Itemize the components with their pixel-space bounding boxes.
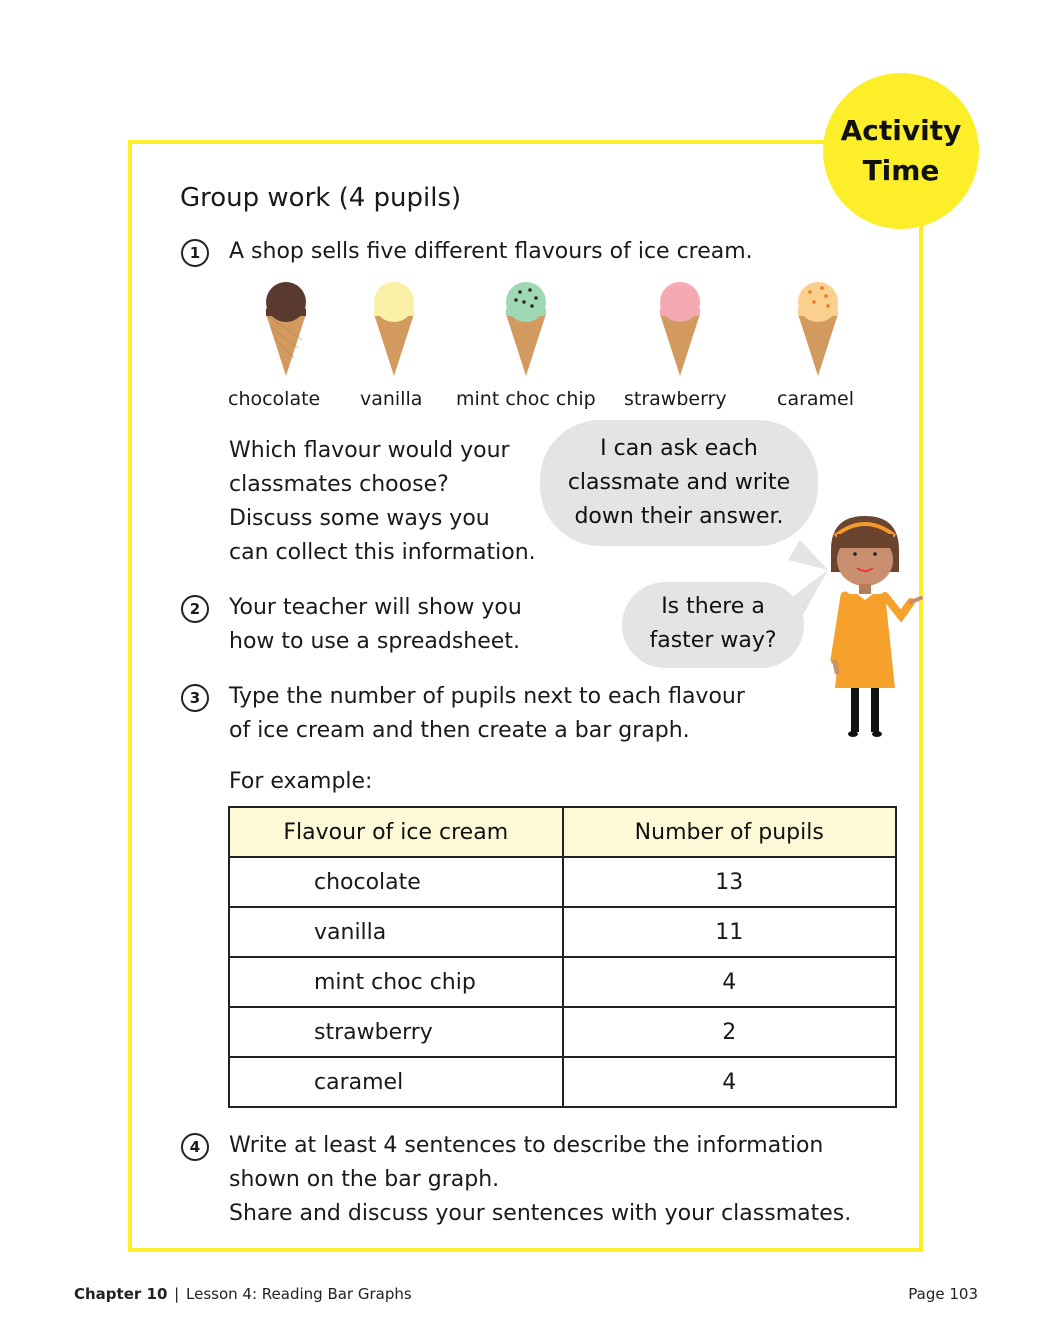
step-2-text <box>229 591 522 659</box>
table-row <box>229 857 896 907</box>
step-1-line: A shop sells five different flavours of ice cream. <box>229 239 753 264</box>
discussion-text <box>229 434 536 570</box>
flavour-label-strawberry: strawberry <box>624 388 727 410</box>
bubble-line: Is there a <box>661 594 765 619</box>
discussion-line: classmates choose? <box>229 472 449 497</box>
footer-divider: | <box>174 1285 180 1303</box>
footer-chapter: Chapter 10 <box>74 1285 168 1303</box>
column-header-flavour: Flavour of ice cream <box>229 807 563 857</box>
flavour-cell: vanilla <box>229 907 563 957</box>
step-3-line: Type the number of pupils next to each flavour <box>229 684 745 709</box>
step-2-number: 2 <box>181 595 209 623</box>
pupils-cell: 2 <box>563 1007 897 1057</box>
pupils-cell: 11 <box>563 907 897 957</box>
section-heading: Group work (4 pupils) <box>180 183 462 213</box>
pupils-cell: 13 <box>563 857 897 907</box>
table-row <box>229 1057 896 1107</box>
step-2-line: Your teacher will show you <box>229 595 522 620</box>
table-row <box>229 907 896 957</box>
badge-line-2: Time <box>862 154 940 187</box>
chocolate-cone-icon <box>256 280 316 380</box>
flavour-table <box>228 806 897 1108</box>
step-1-number: 1 <box>181 239 209 267</box>
speech-bubble-faster-way <box>622 582 804 668</box>
flavour-cell: mint choc chip <box>229 957 563 1007</box>
discussion-line: can collect this information. <box>229 540 536 565</box>
bubble-line: classmate and write <box>567 470 791 495</box>
speech-bubble-ask-classmates <box>540 420 818 546</box>
flavour-cell: caramel <box>229 1057 563 1107</box>
footer-page-number: Page 103 <box>908 1285 978 1303</box>
strawberry-cone-icon <box>650 280 710 380</box>
bubble-line: I can ask each <box>600 436 758 461</box>
step-4-text <box>229 1129 851 1231</box>
mint-choc-chip-cone-icon <box>496 280 556 380</box>
activity-time-badge <box>823 73 979 229</box>
step-3-number: 3 <box>181 684 209 712</box>
table-row <box>229 957 896 1007</box>
flavour-label-caramel: caramel <box>777 388 855 410</box>
vanilla-cone-icon <box>364 280 424 380</box>
table-header-row <box>229 807 896 857</box>
flavour-cell: strawberry <box>229 1007 563 1057</box>
step-4-line: Share and discuss your sentences with your classmates. <box>229 1201 852 1226</box>
flavour-label-mint-choc-chip: mint choc chip <box>456 388 596 410</box>
flavour-label-chocolate: chocolate <box>228 388 321 410</box>
step-1-text <box>229 235 753 269</box>
pupils-cell: 4 <box>563 957 897 1007</box>
girl-character-icon <box>815 510 925 740</box>
footer-lesson: Lesson 4: Reading Bar Graphs <box>186 1285 412 1303</box>
caramel-cone-icon <box>788 280 848 380</box>
flavour-cell: chocolate <box>229 857 563 907</box>
flavour-label-vanilla: vanilla <box>360 388 423 410</box>
footer-breadcrumb <box>74 1285 412 1303</box>
step-4-line: Write at least 4 sentences to describe the information <box>229 1133 824 1158</box>
pupils-cell: 4 <box>563 1057 897 1107</box>
discussion-line: Discuss some ways you <box>229 506 490 531</box>
column-header-pupils: Number of pupils <box>563 807 897 857</box>
bubble-line: down their answer. <box>574 504 784 529</box>
step-3-line: of ice cream and then create a bar graph. <box>229 718 690 743</box>
table-row <box>229 1007 896 1057</box>
step-2-line: how to use a spreadsheet. <box>229 629 520 654</box>
step-3-text <box>229 680 745 748</box>
bubble-line: faster way? <box>649 628 777 653</box>
discussion-line: Which flavour would your <box>229 438 510 463</box>
badge-line-1: Activity <box>840 114 962 147</box>
step-4-number: 4 <box>181 1133 209 1161</box>
example-label: For example: <box>229 769 373 794</box>
step-4-line: shown on the bar graph. <box>229 1167 500 1192</box>
